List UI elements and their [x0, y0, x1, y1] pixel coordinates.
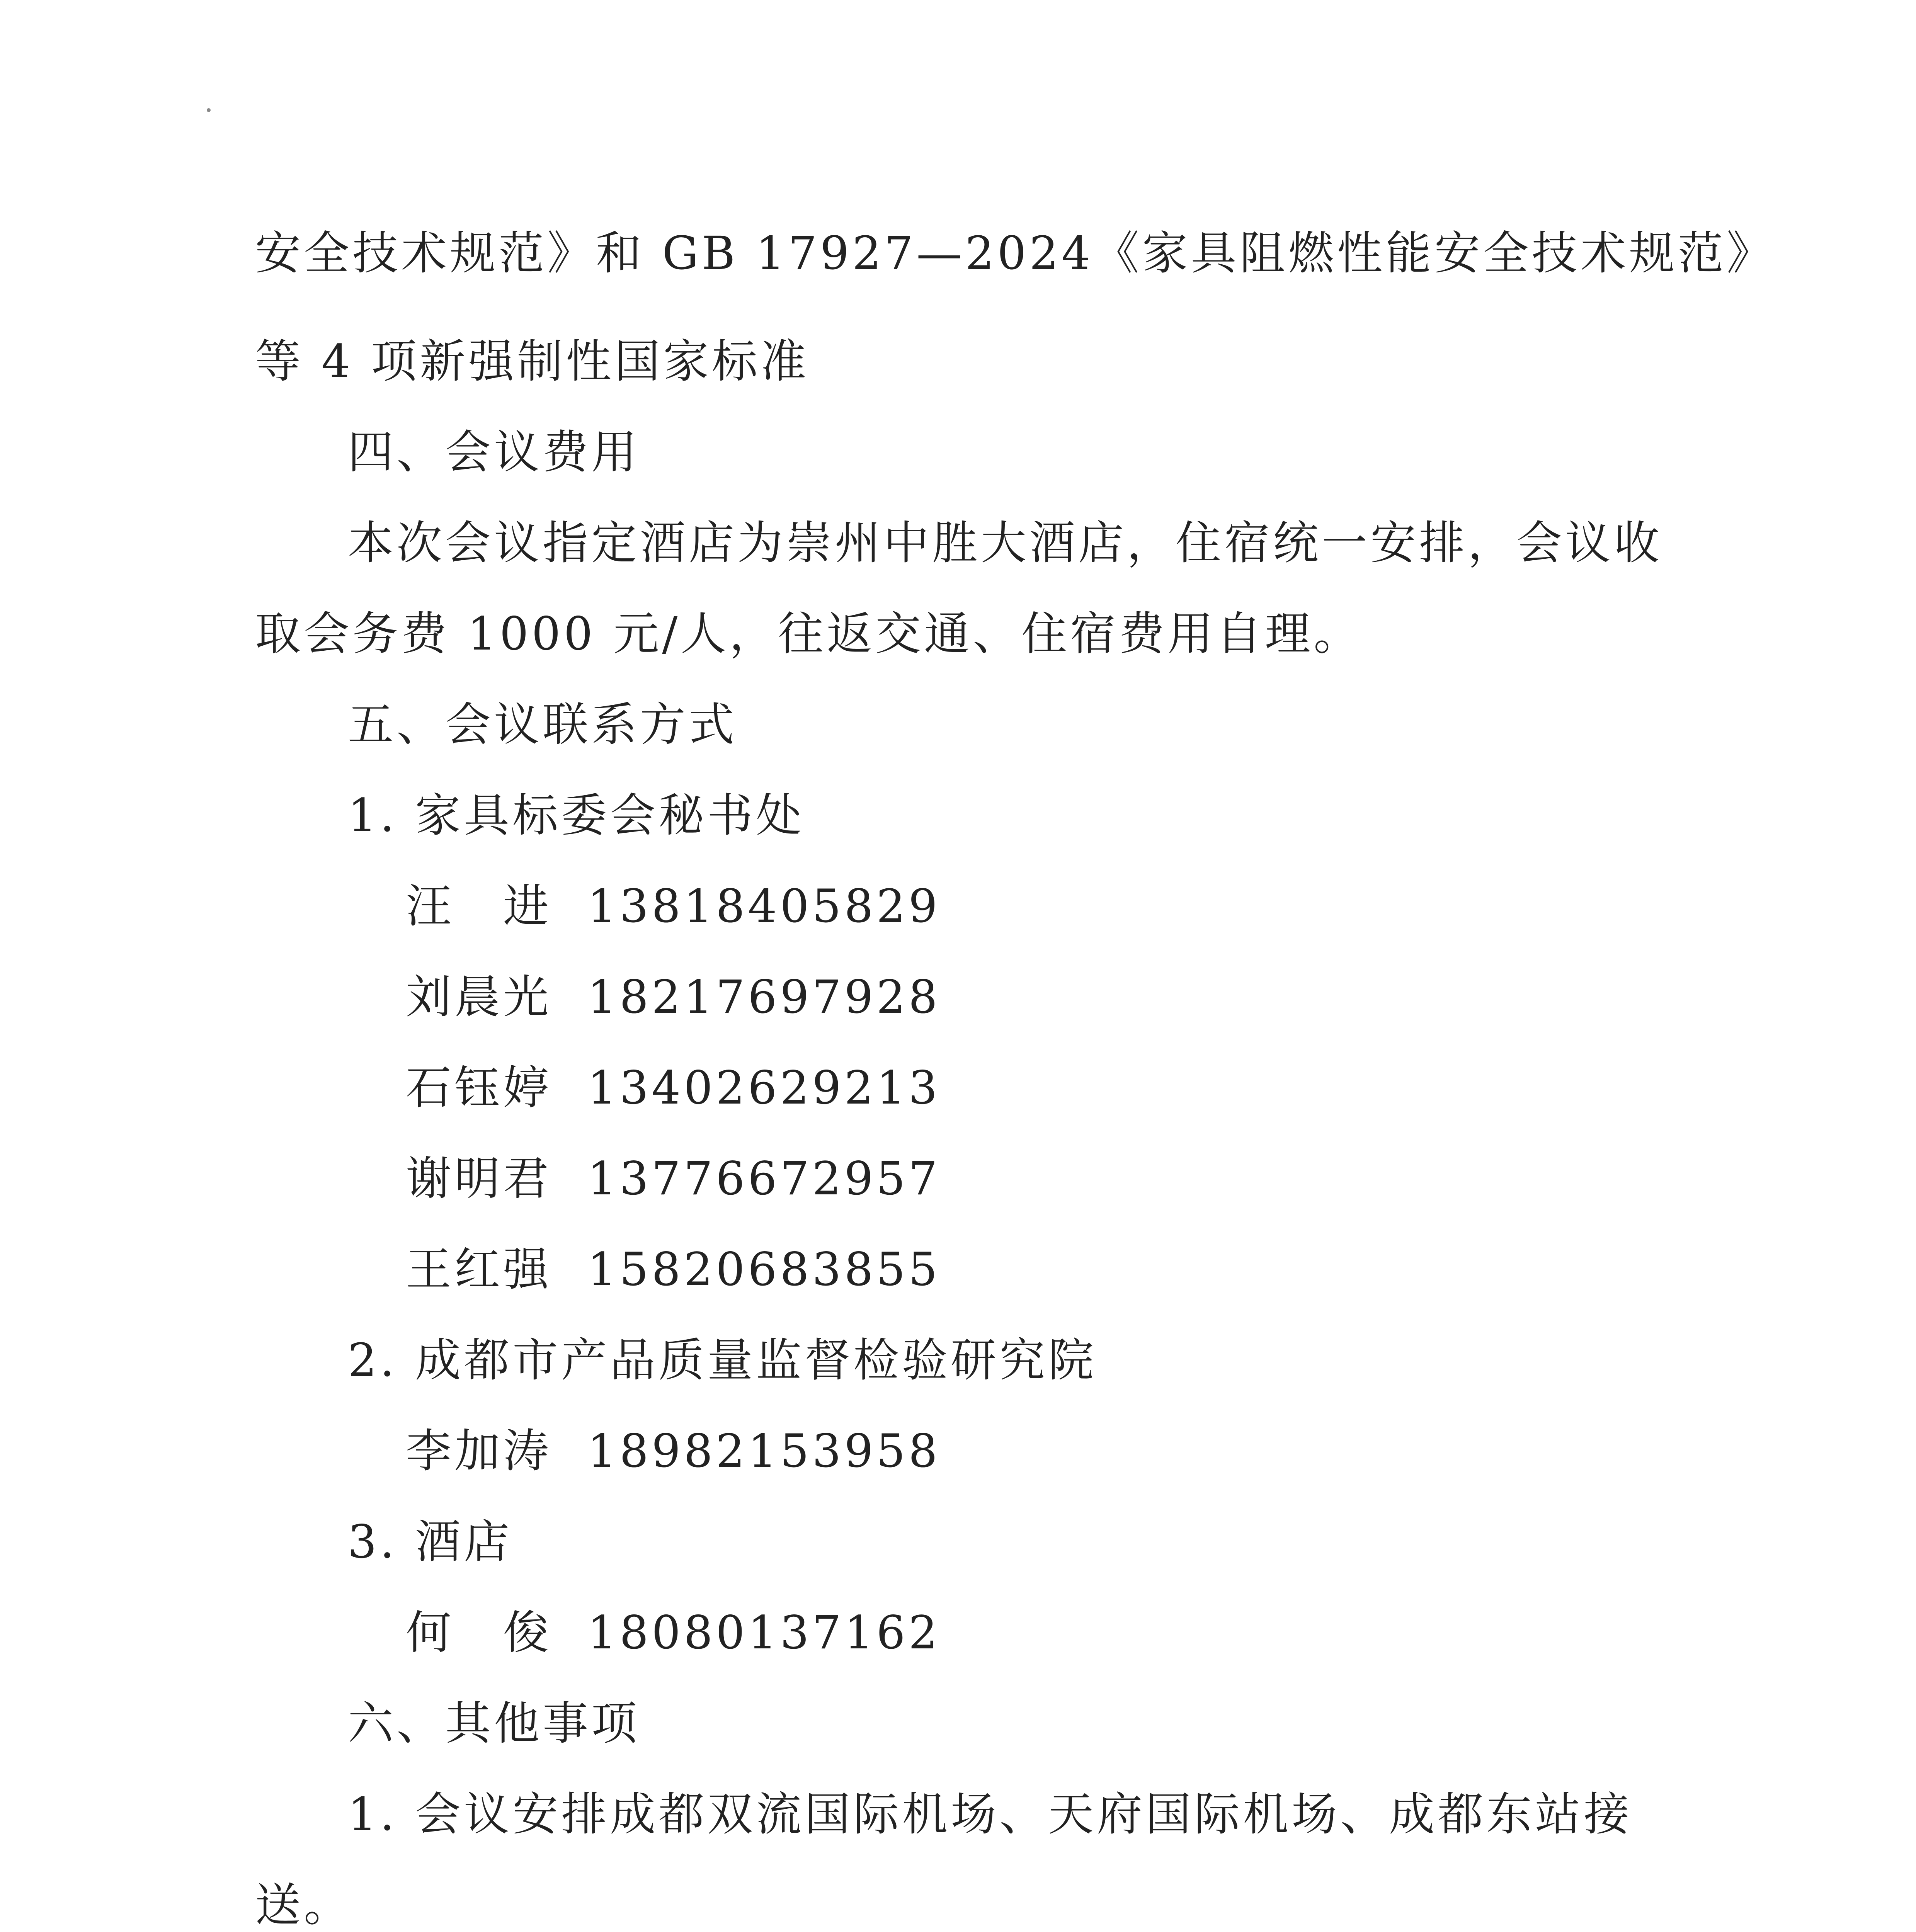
contact-phone: 13776672957 [587, 1152, 941, 1205]
contact-phone: 13818405829 [587, 879, 941, 933]
contact-phone: 13402629213 [587, 1061, 941, 1114]
contact-phone: 18217697928 [587, 970, 941, 1024]
section-4-paragraph-line-1: 本次会议指定酒店为崇州中胜大酒店，住宿统一安排，会议收 [348, 516, 1663, 570]
contact-name: 谢明君 [406, 1152, 552, 1205]
item-1-line-2: 送。 [255, 1878, 353, 1932]
scan-speck [207, 108, 211, 112]
contact-group-2-title: 2. 成都市产品质量监督检验研究院 [348, 1333, 1097, 1387]
contact-group-3-title: 3. 酒店 [348, 1515, 513, 1568]
body-line-1: 安全技术规范》和 GB 17927—2024《家具阻燃性能安全技术规范》 [255, 226, 1775, 280]
contact-name: 汪 进 [406, 879, 552, 933]
contact-row [406, 1061, 941, 1115]
section-5-heading: 五、会议联系方式 [348, 698, 738, 751]
contact-name: 王红强 [406, 1243, 552, 1296]
item-1-line-1: 1. 会议安排成都双流国际机场、天府国际机场、成都东站接 [348, 1787, 1633, 1841]
contact-row [406, 970, 941, 1024]
contact-row [406, 1151, 941, 1206]
section-4-paragraph-line-2: 取会务费 1000 元/人，往返交通、住宿费用自理。 [255, 607, 1363, 660]
contact-name: 刘晨光 [406, 970, 552, 1024]
section-6-heading: 六、其他事项 [348, 1697, 640, 1750]
contact-row [406, 1605, 941, 1660]
contact-row [406, 1424, 941, 1478]
body-line-2: 等 4 项新强制性国家标准 [255, 335, 810, 388]
contact-name: 石钰婷 [406, 1061, 552, 1114]
contact-name: 何 俊 [406, 1606, 552, 1659]
contact-name: 李加涛 [406, 1424, 552, 1478]
contact-row [406, 1242, 941, 1296]
contact-phone: 15820683855 [587, 1243, 941, 1296]
section-4-heading: 四、会议费用 [348, 425, 640, 479]
contact-group-1-title: 1. 家具标委会秘书处 [348, 789, 805, 842]
contact-row [406, 879, 941, 933]
contact-phone: 18080137162 [587, 1606, 941, 1659]
contact-phone: 18982153958 [587, 1424, 941, 1478]
